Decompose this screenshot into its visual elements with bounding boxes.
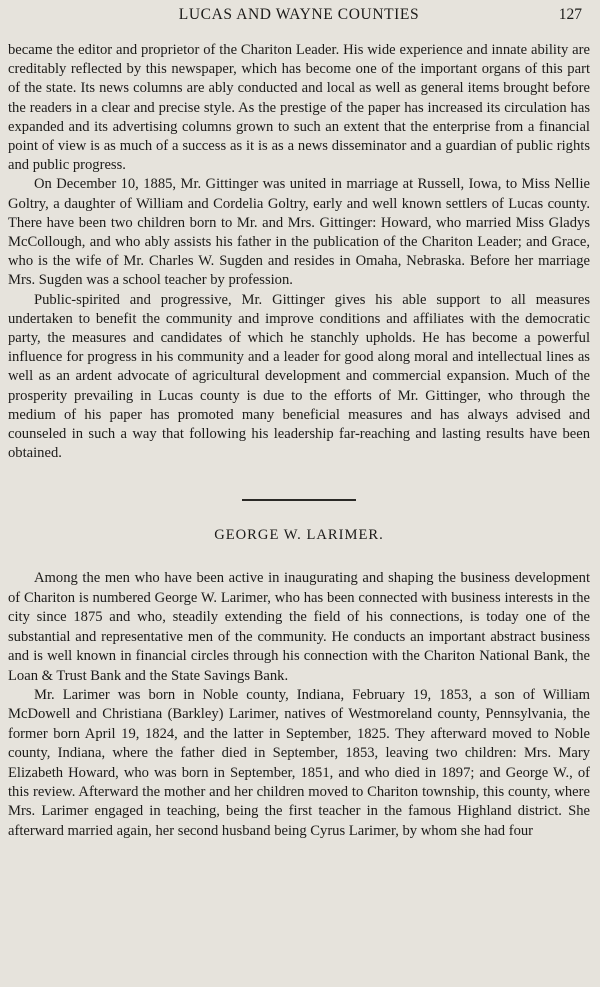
- page-number: 127: [558, 6, 582, 23]
- paragraph-birth: Mr. Larimer was born in Noble county, Indiana, February 19, 1853, a son of William McDowell and Christiana (Barkley) Larimer, natives of Westmoreland county, Pennsylvania, the former born April 19, 1824, and the latter in September, 1825. They afterward moved to Noble county, Indiana, where the father died in September, 1853, leaving two children: Mrs. Mary Elizabeth Howard, who was born in September, 1851, and who died in 1897; and George W., of this review. Afterward the mother and her children moved to Chariton township, this county, where Mrs. Larimer engaged in teaching, being the first teacher in the famous Highland district. She afterward married again, her second husband being Cyrus Larimer, by whom she had four: [8, 686, 590, 839]
- larimer-article: [8, 569, 590, 841]
- continued-article: [8, 41, 590, 463]
- section-title: GEORGE W. LARIMER.: [214, 527, 384, 544]
- paragraph-intro: Among the men who have been active in inaugurating and shaping the business development of Chariton is numbered George W. Larimer, who has been connected with business interests in the city since 1875 and who, steadily extending the field of his connections, is today one of the substantial and representative men of the community. He conducts an important abstract business and is well known in financial circles through his connection with the Chariton National Bank, the Loan & Trust Bank and the State Savings Bank.: [8, 570, 590, 684]
- paragraph-continuation: became the editor and proprietor of the Chariton Leader. His wide experience and innate ability are creditably reflected by this newspaper, which has become one of the important organs of this part of the state. Its news columns are ably conducted and local as well as general items brought before the readers in a clear and precise style. As the prestige of the paper has increased its circulation has expanded and its advertising columns grown to such an extent that the enterprise from a financial point of view is as much of a success as it is as a news disseminator and a guardian of public rights and public progress.: [8, 42, 590, 174]
- running-title: LUCAS AND WAYNE COUNTIES: [178, 6, 420, 23]
- section-divider: [242, 499, 356, 501]
- running-head: [8, 4, 590, 26]
- paragraph-public-spirit: Public-spirited and progressive, Mr. Gittinger gives his able support to all measures undertaken to benefit the community and improve conditions and affiliates with the democratic party, the measures and candidates of which he stanchly upholds. He has become a powerful influence for progress in his community and a leader for good along moral and intellectual lines as well as an ardent advocate of agricultural development and commercial expansion. Much of the prosperity prevailing in Lucas county is due to the efforts of Mr. Gittinger, who through the medium of his paper has promoted many beneficial measures and has always advised and counseled in such a way that following his leadership far-reaching and lasting results have been obtained.: [8, 291, 590, 462]
- paragraph-marriage: On December 10, 1885, Mr. Gittinger was united in marriage at Russell, Iowa, to Miss Nellie Goltry, a daughter of William and Cordelia Goltry, early and well known settlers of Lucas county. There have been two children born to Mr. and Mrs. Gittinger: Howard, who married Miss Gladys McCollough, and who ably assists his father in the publication of the Chariton Leader; and Grace, who is the wife of Mr. Charles W. Sugden and resides in Omaha, Nebraska. Before her marriage Mrs. Sugden was a school teacher by profession.: [8, 176, 590, 289]
